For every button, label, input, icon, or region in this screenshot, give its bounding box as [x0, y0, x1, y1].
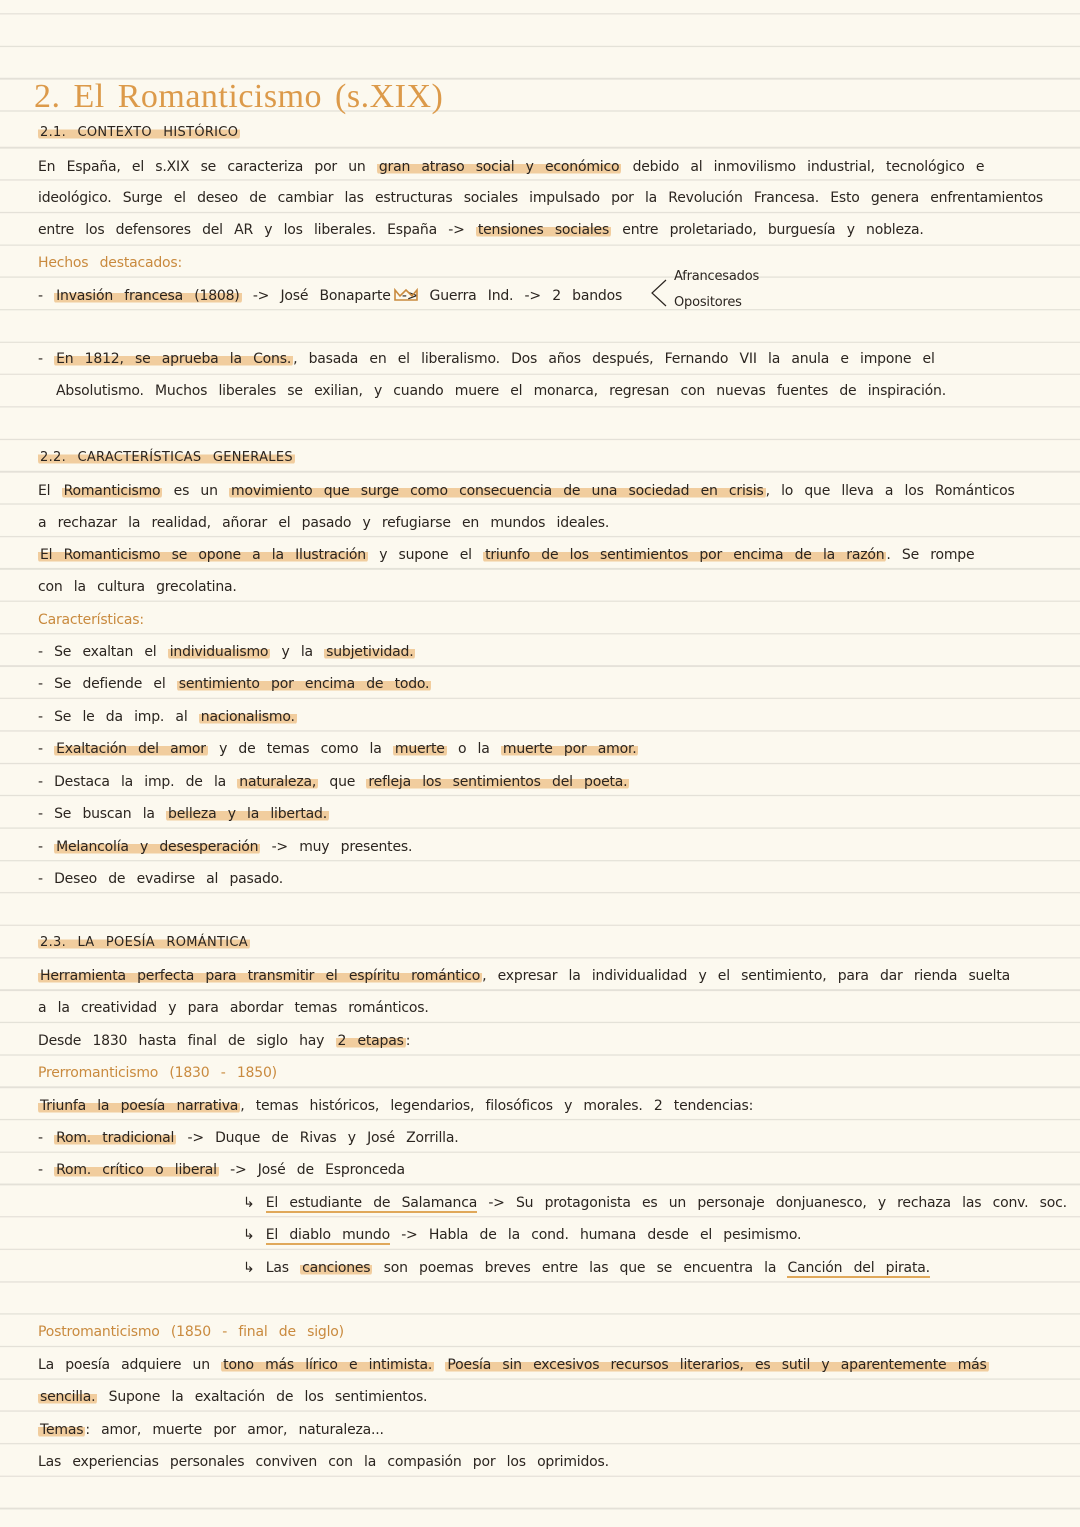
highlighted-text: Melancolía y desesperación: [56, 839, 259, 855]
underlined-text: El diablo mundo: [265, 1227, 390, 1243]
note-line: [38, 577, 237, 597]
note-line: [38, 966, 1010, 986]
note-line: [56, 381, 946, 401]
note-line: [38, 545, 974, 565]
text: Absolutismo. Muchos liberales se exilian, y cuando muere el monarca, regresan con nuevas fuentes de inspiración.: [56, 383, 946, 399]
text: [434, 1357, 445, 1373]
highlighted-text: triunfo de los sentimientos por encima de la razón: [485, 547, 885, 563]
note-line: [38, 837, 412, 857]
highlighted-text: 2.2. CARACTERÍSTICAS GENERALES: [40, 450, 293, 465]
note-line: [38, 772, 629, 792]
text: -: [38, 288, 55, 304]
text: -> Habla de la cond. humana desde el pesimismo.: [389, 1227, 802, 1243]
note-line: [38, 253, 182, 273]
text: , lo que lleva a los Románticos: [765, 483, 1015, 499]
highlighted-text: Exaltación del amor: [56, 741, 206, 757]
text: -: [38, 839, 55, 855]
highlighted-text: gran atraso social y económico: [378, 159, 620, 175]
note-line: [38, 1452, 609, 1472]
section-heading: [38, 123, 240, 143]
highlighted-text: refleja los sentimientos del poeta.: [368, 774, 628, 790]
text: Hechos destacados:: [38, 255, 183, 271]
underlined-text: Canción del pirata.: [787, 1260, 930, 1276]
text: - Se exaltan el: [38, 644, 168, 660]
note-line: [38, 869, 283, 889]
text: :: [405, 1033, 411, 1049]
highlighted-text: Invasión francesa (1808): [56, 288, 240, 304]
text: ↳: [243, 1227, 266, 1243]
text: La poesía adquiere un: [38, 1357, 222, 1373]
text: -> José de Espronceda: [218, 1162, 405, 1178]
highlighted-text: canciones: [302, 1260, 371, 1276]
note-line: [38, 1387, 427, 1407]
text: Desde 1830 hasta final de siglo hay: [38, 1033, 336, 1049]
text: son poemas breves entre las que se encuentra la: [372, 1260, 788, 1276]
text: Supone la exaltación de los sentimientos.: [97, 1389, 428, 1405]
highlighted-text: 2.1. CONTEXTO HISTÓRICO: [40, 125, 239, 140]
highlighted-text: Rom. tradicional: [56, 1130, 175, 1146]
text: . Se rompe: [886, 547, 975, 563]
branch-bracket-icon: [648, 278, 668, 308]
highlighted-text: naturaleza,: [239, 774, 317, 790]
highlighted-text: 2.3. LA POESÍA ROMÁNTICA: [40, 935, 248, 950]
note-line: [38, 481, 1015, 501]
note-line: [38, 1096, 753, 1116]
text: Características:: [38, 612, 144, 628]
note-line: [38, 157, 984, 177]
note-line: [38, 1420, 384, 1440]
highlighted-text: Herramienta perfecta para transmitir el espíritu romántico: [40, 968, 481, 984]
note-line: [38, 1160, 405, 1180]
text: - Se buscan la: [38, 806, 167, 822]
note-line: [243, 1258, 930, 1278]
highlighted-text: sentimiento por encima de todo.: [178, 676, 430, 692]
highlighted-text: muerte: [394, 741, 445, 757]
highlighted-text: tensiones sociales: [477, 222, 610, 238]
note-line: [38, 1322, 344, 1342]
highlighted-text: belleza y la libertad.: [168, 806, 327, 822]
note-line: [38, 610, 144, 630]
note-line: [38, 998, 429, 1018]
text: y de temas como la: [207, 741, 393, 757]
note-line: [38, 739, 638, 759]
note-line: [38, 1355, 989, 1375]
note-line: [38, 1031, 410, 1051]
highlighted-text: 2 etapas: [337, 1033, 404, 1049]
underlined-text: El estudiante de Salamanca: [265, 1195, 478, 1211]
highlighted-text: tono más lírico e intimista.: [223, 1357, 433, 1373]
note-line: [38, 707, 297, 727]
section-heading: [38, 448, 295, 468]
highlighted-text: Triunfa la poesía narrativa: [40, 1098, 239, 1114]
text: -: [38, 741, 55, 757]
highlighted-text: subjetividad.: [326, 644, 414, 660]
text: -: [38, 1162, 55, 1178]
highlighted-text: muerte por amor.: [502, 741, 637, 757]
note-line: [38, 220, 924, 240]
highlighted-text: Rom. crítico o liberal: [56, 1162, 217, 1178]
page-title: 2. El Romanticismo (s.XIX): [34, 78, 444, 115]
highlighted-text: individualismo: [169, 644, 269, 660]
highlighted-text: Temas: [40, 1422, 84, 1438]
text: entre los defensores del AR y los liberales. España ->: [38, 222, 476, 238]
text: -> muy presentes.: [260, 839, 413, 855]
text: -: [38, 1130, 55, 1146]
highlighted-text: Poesía sin excesivos recursos literarios, es sutil y aparentemente más: [447, 1357, 987, 1373]
text: que: [318, 774, 367, 790]
text: -> Duque de Rivas y José Zorrilla.: [176, 1130, 459, 1146]
note-line: [38, 804, 329, 824]
note-line: [674, 293, 742, 313]
text: debido al inmovilismo industrial, tecnológico e: [621, 159, 985, 175]
text: -> José Bonaparte -> Guerra Ind. -> 2 bandos: [241, 288, 623, 304]
note-line: [243, 1225, 801, 1245]
note-line: [674, 267, 759, 287]
note-line: [38, 513, 609, 533]
text: entre proletariado, burguesía y nobleza.: [611, 222, 924, 238]
note-line: [38, 642, 415, 662]
section-heading: [38, 933, 250, 953]
text: : amor, muerte por amor, naturaleza...: [85, 1422, 384, 1438]
highlighted-text: En 1812, se aprueba la Cons.: [56, 351, 292, 367]
note-line: [38, 349, 935, 369]
text: - Se defiende el: [38, 676, 177, 692]
text: ↳: [243, 1195, 266, 1211]
text: Opositores: [674, 295, 742, 310]
text: - Se le da imp. al: [38, 709, 199, 725]
highlighted-text: sencilla.: [40, 1389, 96, 1405]
note-line: [38, 1128, 458, 1148]
text: y supone el: [367, 547, 484, 563]
text: -> Su protagonista es un personaje donjuanesco, y rechaza las conv. soc.: [477, 1195, 1067, 1211]
text: con la cultura grecolatina.: [38, 579, 237, 595]
text: El: [38, 483, 62, 499]
highlighted-text: nacionalismo.: [200, 709, 295, 725]
text: , basada en el liberalismo. Dos años después, Fernando VII la anula e impone el: [293, 351, 935, 367]
note-line: [38, 188, 1043, 208]
note-line: [38, 674, 431, 694]
text: o la: [446, 741, 501, 757]
text: es un: [162, 483, 230, 499]
note-line: [243, 1193, 1067, 1213]
text: a rechazar la realidad, añorar el pasado y refugiarse en mundos ideales.: [38, 515, 610, 531]
text: -: [38, 351, 55, 367]
highlighted-text: Romanticismo: [63, 483, 161, 499]
text: En España, el s.XIX se caracteriza por un: [38, 159, 377, 175]
text: a la creatividad y para abordar temas románticos.: [38, 1000, 429, 1016]
text: y la: [270, 644, 325, 660]
text: , temas históricos, legendarios, filosóficos y morales. 2 tendencias:: [240, 1098, 754, 1114]
highlighted-text: movimiento que surge como consecuencia de una sociedad en crisis: [231, 483, 764, 499]
text: Postromanticismo (1850 - final de siglo): [38, 1324, 344, 1340]
text: ↳ Las: [243, 1260, 301, 1276]
text: Afrancesados: [674, 269, 760, 284]
text: Prerromanticismo (1830 - 1850): [38, 1065, 277, 1081]
text: Las experiencias personales conviven con la compasión por los oprimidos.: [38, 1454, 609, 1470]
text: ideológico. Surge el deseo de cambiar las estructuras sociales impulsado por la Revolución Francesa. Esto genera enfrentamientos: [38, 190, 1044, 206]
highlighted-text: El Romanticismo se opone a la Ilustración: [40, 547, 366, 563]
text: - Destaca la imp. de la: [38, 774, 238, 790]
note-line: [38, 286, 622, 306]
text: , expresar la individualidad y el sentimiento, para dar rienda suelta: [482, 968, 1010, 984]
text: - Deseo de evadirse al pasado.: [38, 871, 284, 887]
note-line: [38, 1063, 277, 1083]
crown-icon: [393, 288, 419, 302]
